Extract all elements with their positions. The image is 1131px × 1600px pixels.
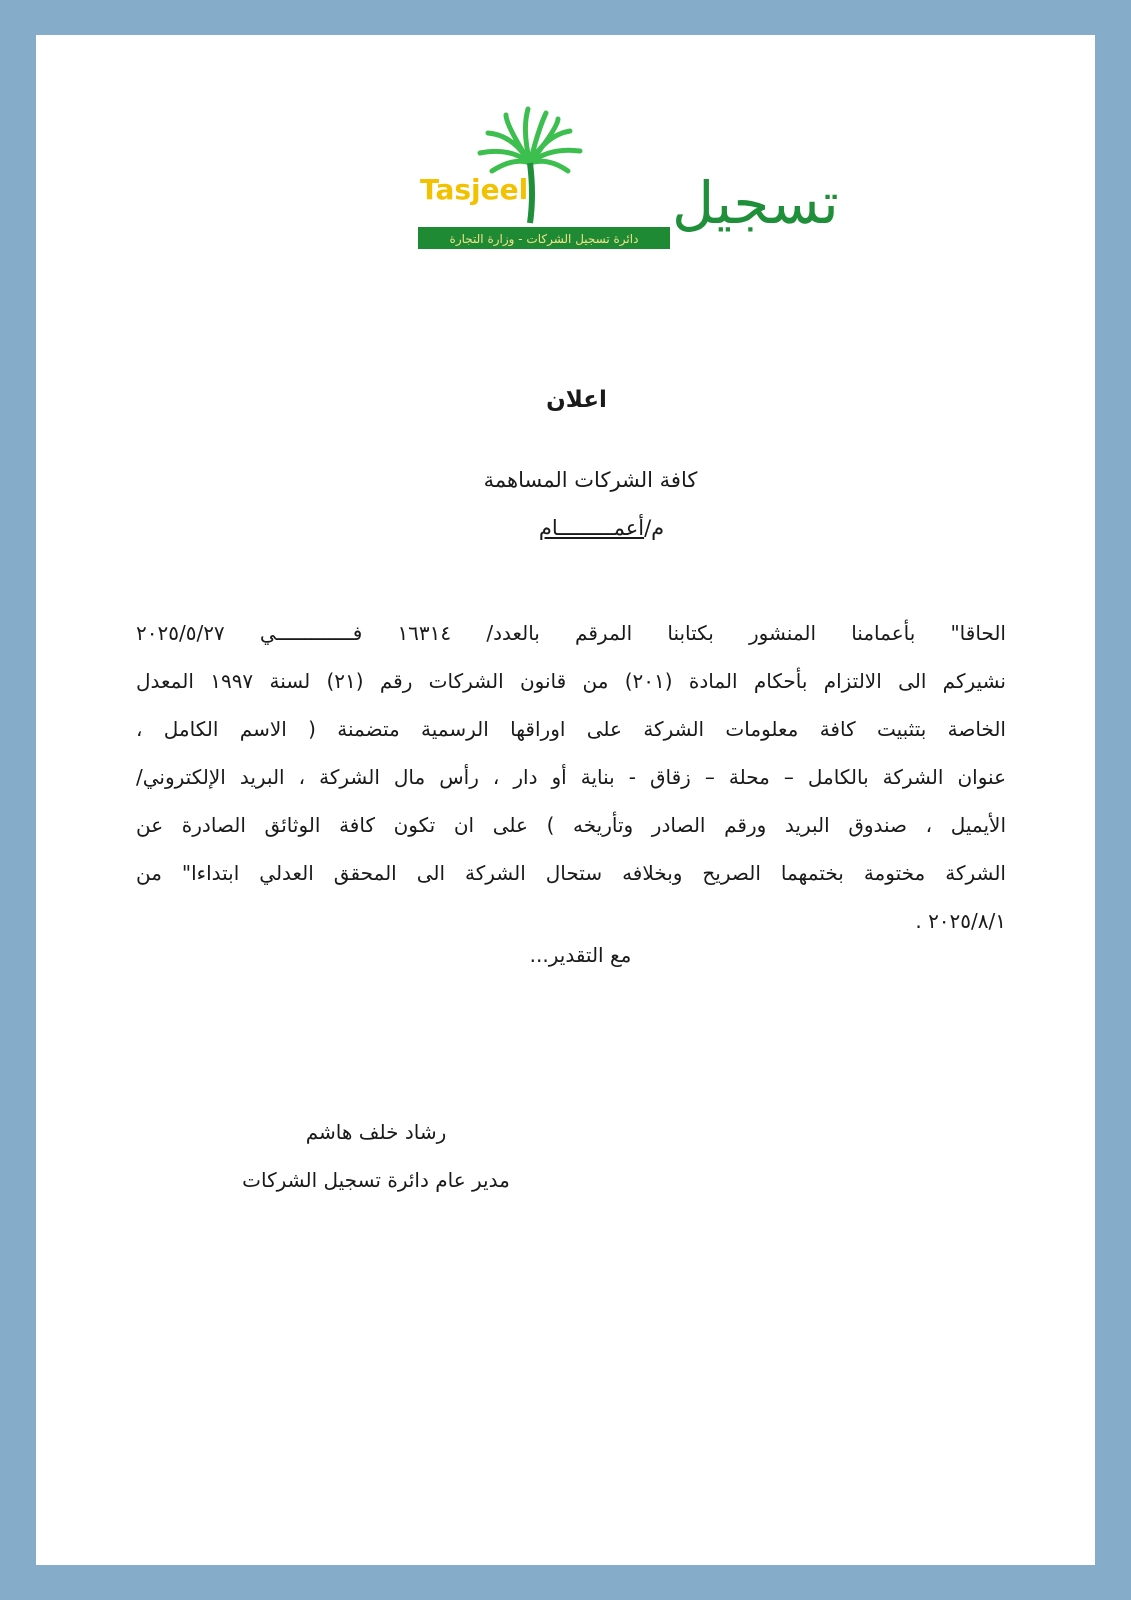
body-line: ٢٠٢٥/٨/١ . xyxy=(915,909,1006,933)
body-paragraph xyxy=(136,609,1006,945)
subject-prefix: م/ xyxy=(644,516,665,540)
document-page xyxy=(36,35,1095,1565)
logo-arabic-wordmark: تسجيل xyxy=(672,169,839,237)
signature-name: رشاد خلف هاشم xyxy=(305,1120,447,1144)
tasjeel-logo xyxy=(418,105,839,250)
body-line: الحاقا" بأعمامنا المنشور بكتابنا المرقم بالعدد/ ١٦٣١٤ فـــــــــــــي ٢٠٢٥/٥/٢٧ xyxy=(136,621,1006,645)
recipient-line: كافة الشركات المساهمة xyxy=(483,468,698,492)
closing-line: مع التقدير... xyxy=(529,943,632,967)
announcement-title: اعلان xyxy=(546,387,607,413)
body-line: الأيميل ، صندوق البريد ورقم الصادر وتأريخه ) على ان تكون كافة الوثائق الصادرة عن xyxy=(136,813,1006,837)
body-line: الشركة مختومة بختمهما الصريح وبخلافه ستحال الشركة الى المحقق العدلي ابتداءا" من xyxy=(136,861,1006,885)
signature-title: مدير عام دائرة تسجيل الشركات xyxy=(242,1168,510,1192)
body-line: الخاصة بتثبيت كافة معلومات الشركة على اوراقها الرسمية متضمنة ( الاسم الكامل ، xyxy=(136,717,1006,741)
body-line: عنوان الشركة بالكامل – محلة – زقاق - بناية أو دار ، رأس مال الشركة ، البريد الإلكتروني/ xyxy=(136,765,1006,789)
subject-line xyxy=(36,516,1095,540)
palm-tree-icon xyxy=(418,105,839,250)
subject-text: أعمـــــــــام xyxy=(538,516,645,540)
logo-tagline: دائرة تسجيل الشركات - وزارة التجارة xyxy=(449,232,639,246)
body-line: نشيركم الى الالتزام بأحكام المادة (٢٠١) من قانون الشركات رقم (٢١) لسنة ١٩٩٧ المعدل xyxy=(136,669,1006,693)
logo-latin-wordmark: Tasjeel xyxy=(420,173,529,206)
